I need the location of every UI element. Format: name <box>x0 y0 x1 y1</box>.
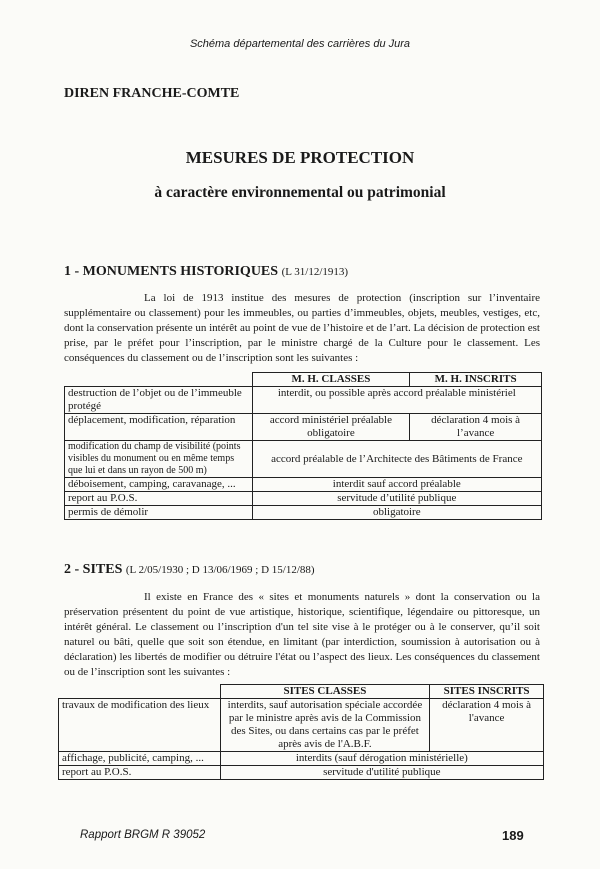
table-header-inscrits: M. H. INSCRITS <box>410 373 542 387</box>
table-row <box>65 387 542 414</box>
table-row <box>65 414 542 441</box>
section-2-text: Il existe en France des « sites et monuments naturels » dont la conservation ou la préservation présentent du point de vue artistique, historique, scientifique, légendaire ou pittoresque, un intérêt général. Le classement ou l’inscription d'un tel site vise à le protéger ou à le conserver, qu’il soit naturel ou bâti, quelle que soit son étendue, en limitant (par interdiction, soumission à autorisation ou à déclaration) les libertés de modifier ou détruire l'état ou l’aspect des lieux. Les conséquences du classement ou de l’inscription sont les suivantes : <box>64 591 540 678</box>
row-label: travaux de modification des lieux <box>59 699 221 752</box>
table-row <box>59 752 544 766</box>
row-label: déplacement, modification, réparation <box>65 414 253 441</box>
table-row <box>65 441 542 478</box>
footer-report: Rapport BRGM R 39052 <box>80 829 206 841</box>
row-classes-value: accord ministériel préalable obligatoire <box>252 414 410 441</box>
row-merged-value: interdits (sauf dérogation ministérielle) <box>220 752 543 766</box>
row-label: modification du champ de visibilité (points visibles du monument ou en même temps que lui et dans un rayon de 500 m) <box>65 441 253 478</box>
table-header-empty <box>65 373 253 387</box>
row-label: report au P.O.S. <box>59 766 221 780</box>
table-header-sites-inscrits: SITES INSCRITS <box>430 685 544 699</box>
row-label: permis de démolir <box>65 506 253 520</box>
section-1-text: La loi de 1913 institue des mesures de protection (inscription sur l’inventaire supplémentaire ou classement) pour les immeubles, ou parties d’immeubles, objets, meubles, vestiges, etc, dont la conservation présente un intérêt au point de vue de l’histoire et de l’art. La décision de protection est prise, par le préfet pour l’inscription, par le ministre chargé de la Culture pour le classement. Les conséquences du classement ou de l’inscription sont les suivantes : <box>64 292 540 364</box>
row-label: déboisement, camping, caravanage, ... <box>65 478 253 492</box>
table-monuments <box>64 372 542 520</box>
running-header: Schéma départemental des carrières du Jura <box>189 38 411 50</box>
section-2-title: 2 - SITES <box>64 562 123 577</box>
table-row <box>65 506 542 520</box>
section-2-reference: (L 2/05/1930 ; D 13/06/1969 ; D 15/12/88) <box>125 564 315 576</box>
section-1-title: 1 - MONUMENTS HISTORIQUES <box>64 264 279 279</box>
table-header-classes: M. H. CLASSES <box>252 373 410 387</box>
row-label: affichage, publicité, camping, ... <box>59 752 221 766</box>
row-label: report au P.O.S. <box>65 492 253 506</box>
row-classes-value: interdits, sauf autorisation spéciale accordée par le ministre après avis de la Commission des Sites, ou dans certains cas par le préfet après avis de l'A.B.F. <box>220 699 430 752</box>
row-label: destruction de l’objet ou de l’immeuble protégé <box>65 387 253 414</box>
row-merged-value: obligatoire <box>252 506 541 520</box>
table-row <box>59 766 544 780</box>
page-number: 189 <box>502 828 524 843</box>
page-subtitle: à caractère environnemental ou patrimonial <box>154 184 446 201</box>
table-row <box>65 478 542 492</box>
table-header-row <box>65 373 542 387</box>
row-merged-value: servitude d'utilité publique <box>220 766 543 780</box>
table-header-empty <box>59 685 221 699</box>
table-row <box>65 492 542 506</box>
row-inscrits-value: déclaration 4 mois à l'avance <box>430 699 544 752</box>
row-merged-value: servitude d’utilité publique <box>252 492 541 506</box>
row-merged-value: interdit, ou possible après accord préalable ministériel <box>252 387 541 414</box>
row-merged-value: accord préalable de l’Architecte des Bâtiments de France <box>252 441 541 478</box>
page-title: MESURES DE PROTECTION <box>185 148 415 167</box>
table-sites <box>58 684 544 780</box>
section-1-reference: (L 31/12/1913) <box>281 266 349 278</box>
section-1-heading <box>64 264 348 280</box>
table-header-row <box>59 685 544 699</box>
organization-name: DIREN FRANCHE-COMTE <box>64 86 240 101</box>
row-merged-value: interdit sauf accord préalable <box>252 478 541 492</box>
section-2-paragraph <box>64 590 540 680</box>
table-header-sites-classes: SITES CLASSES <box>220 685 430 699</box>
section-1-paragraph <box>64 291 540 366</box>
row-inscrits-value: déclaration 4 mois à l’avance <box>410 414 542 441</box>
section-2-heading <box>64 562 315 578</box>
table-row <box>59 699 544 752</box>
